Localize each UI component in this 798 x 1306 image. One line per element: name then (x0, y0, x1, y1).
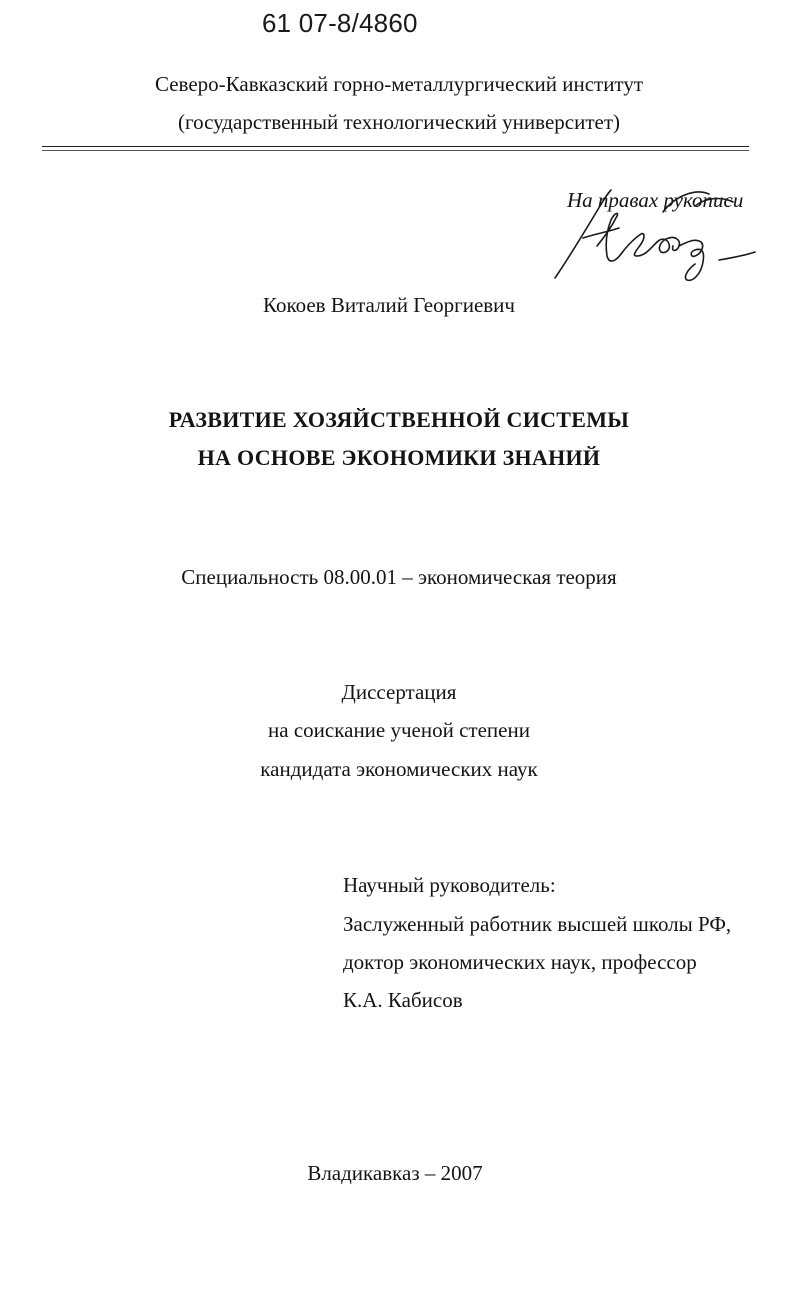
signature-icon (545, 176, 775, 296)
manuscript-note: На правах рукописи (567, 188, 744, 212)
header-divider (42, 146, 749, 147)
supervisor-honor: Заслуженный работник высшей школы РФ, (343, 912, 732, 936)
dissertation-title-line-1: РАЗВИТИЕ ХОЗЯЙСТВЕННОЙ СИСТЕМЫ (168, 407, 630, 432)
header-divider-thin (42, 150, 749, 151)
supervisor-label: Научный руководитель: (343, 873, 556, 897)
document-type: Диссертация (341, 680, 457, 704)
degree-line-1: на соискание ученой степени (268, 718, 530, 742)
supervisor-degree: доктор экономических наук, профессор (343, 950, 697, 974)
author-name: Кокоев Виталий Георгиевич (263, 293, 515, 317)
degree-line-2: кандидата экономических наук (260, 757, 538, 781)
archive-code: 61 07-8/4860 (262, 8, 418, 38)
institution-subtitle: (государственный технологический университет) (177, 110, 620, 134)
specialty: Специальность 08.00.01 – экономическая теория (181, 565, 617, 589)
supervisor-name: К.А. Кабисов (343, 988, 463, 1012)
dissertation-title-line-2: НА ОСНОВЕ ЭКОНОМИКИ ЗНАНИЙ (197, 445, 601, 470)
place-year: Владикавказ – 2007 (307, 1161, 483, 1185)
institution-name: Северо-Кавказский горно-металлургический институт (154, 72, 644, 96)
